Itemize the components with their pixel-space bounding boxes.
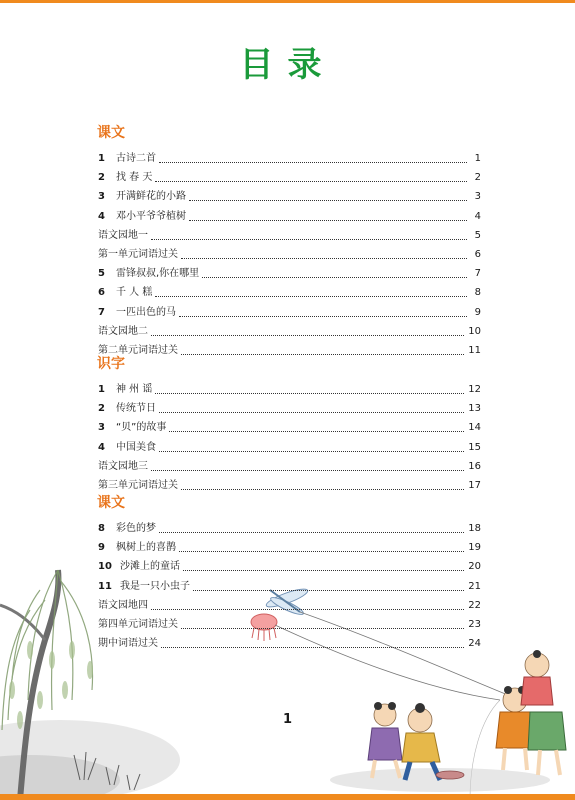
dot-leader (155, 296, 467, 297)
bottom-border (0, 794, 575, 800)
page-title: 目录 (239, 45, 336, 85)
toc-entry[interactable] (98, 455, 481, 474)
dot-leader (193, 590, 464, 591)
toc-entry-label: 我是一只小虫子 (120, 580, 190, 592)
toc-entry-number: 10 (98, 561, 112, 573)
toc-entry-page: 22 (468, 599, 481, 611)
toc-entry-number: 2 (98, 403, 105, 415)
toc-entry-page: 20 (468, 561, 481, 573)
toc-entry-page: 8 (474, 287, 481, 299)
dot-leader (151, 239, 467, 240)
toc-entry-page: 9 (474, 306, 481, 318)
toc-entry-page: 11 (468, 345, 481, 356)
page-number: 1 (282, 712, 293, 727)
toc-entry-page: 21 (468, 580, 481, 592)
toc-entry-label: 第四单元词语过关 (98, 619, 178, 630)
toc-entry-number: 1 (98, 384, 105, 395)
toc-entry[interactable] (98, 436, 481, 455)
toc-entry-page: 14 (468, 422, 481, 434)
toc-entry[interactable] (98, 185, 481, 204)
toc-entry-label: 一匹出色的马 (116, 306, 176, 318)
toc-entry[interactable] (98, 320, 481, 339)
toc-entry-page: 3 (474, 191, 481, 203)
toc-entry[interactable] (98, 147, 481, 166)
toc-entry-page: 10 (468, 325, 481, 337)
toc-entry-page: 4 (474, 210, 481, 222)
dot-leader (159, 532, 464, 533)
toc-entry[interactable] (98, 243, 481, 262)
toc-entry-number: 4 (98, 210, 105, 222)
toc-entry-page: 18 (468, 523, 481, 534)
toc-entry-label: 语文园地四 (98, 599, 148, 611)
toc-entry[interactable] (98, 613, 481, 632)
toc-entry-page: 12 (468, 384, 481, 395)
dot-leader (183, 570, 464, 571)
toc-entry-label: 第二单元词语过关 (98, 345, 178, 356)
toc-entry-label: “贝”的故事 (116, 422, 167, 434)
toc-entry-label: 古诗二首 (116, 153, 156, 164)
toc-entry-page: 16 (468, 460, 481, 472)
toc-entry-label: 神 州 谣 (116, 384, 153, 395)
dot-leader (159, 412, 464, 413)
toc-entry-number: 2 (98, 172, 105, 184)
toc-entry[interactable] (98, 205, 481, 224)
toc-entry-page: 19 (468, 542, 481, 554)
toc-entry-number: 4 (98, 441, 105, 453)
dot-leader (181, 354, 464, 355)
dot-leader (151, 609, 464, 610)
toc-entry-page: 13 (468, 403, 481, 415)
dot-leader (189, 220, 467, 221)
toc-entry-label: 彩色的梦 (116, 523, 156, 534)
toc-entry[interactable] (98, 575, 481, 594)
toc-entry-label: 语文园地一 (98, 229, 148, 241)
toc-entry[interactable] (98, 224, 481, 243)
toc-entry-page: 23 (468, 619, 481, 630)
toc-entry-label: 枫树上的喜鹊 (116, 542, 176, 554)
toc-entry[interactable] (98, 536, 481, 555)
dot-leader (151, 335, 464, 336)
toc-entry[interactable] (98, 378, 481, 397)
toc-entry-number: 7 (98, 306, 105, 318)
toc-entry-label: 第一单元词语过关 (98, 249, 178, 260)
toc-entry[interactable] (98, 594, 481, 613)
toc-entry-label: 邓小平爷爷植树 (116, 210, 186, 222)
toc-entry-page: 24 (468, 638, 481, 650)
toc-entry-number: 5 (98, 268, 105, 280)
dot-leader (169, 431, 464, 432)
toc-entry-label: 语文园地二 (98, 325, 148, 337)
toc-entry-label: 第三单元词语过关 (98, 480, 178, 491)
toc-entry-label: 开满鲜花的小路 (116, 191, 186, 203)
toc-entry-label: 中国美食 (116, 441, 156, 453)
toc-entry[interactable] (98, 281, 481, 300)
toc-entry-label: 雷锋叔叔,你在哪里 (116, 268, 200, 280)
dot-leader (161, 647, 464, 648)
toc-entry-label: 传统节日 (116, 403, 156, 415)
toc-entry-label: 沙滩上的童话 (120, 561, 180, 573)
toc-entry[interactable] (98, 397, 481, 416)
dot-leader (155, 393, 464, 394)
toc-entry-label: 找 春 天 (116, 172, 153, 184)
toc-entry[interactable] (98, 632, 481, 651)
dot-leader (179, 316, 467, 317)
toc-entry-number: 9 (98, 542, 105, 554)
dot-leader (202, 277, 467, 278)
toc-entry-number: 8 (98, 523, 105, 534)
toc-entry-page: 6 (474, 249, 481, 260)
dot-leader (179, 551, 464, 552)
dot-leader (181, 489, 464, 490)
toc-entry-number: 1 (98, 153, 105, 164)
child-top (521, 650, 553, 705)
toc-entry-label: 语文园地三 (98, 460, 148, 472)
toc-entry[interactable] (98, 301, 481, 320)
toc-entry-label: 期中词语过关 (98, 638, 158, 650)
section-title: 识字 (97, 356, 125, 372)
toc-entry-number: 11 (98, 580, 112, 592)
dot-leader (181, 258, 467, 259)
toc-entry[interactable] (98, 339, 481, 358)
section-title: 课文 (97, 495, 125, 511)
dot-leader (155, 181, 467, 182)
toc-entry[interactable] (98, 474, 481, 493)
toc-entry-page: 17 (468, 480, 481, 491)
toc-entry-page: 7 (474, 268, 481, 280)
toc-entry-number: 6 (98, 287, 105, 299)
toc-entry-page: 1 (474, 153, 481, 164)
toc-entry-number: 3 (98, 191, 105, 203)
toc-entry[interactable] (98, 517, 481, 536)
toc-entry-number: 3 (98, 422, 105, 434)
toc-entry[interactable] (98, 416, 481, 435)
dot-leader (181, 628, 464, 629)
dot-leader (159, 162, 467, 163)
dot-leader (189, 200, 467, 201)
toc-entry-page: 2 (474, 172, 481, 184)
dot-leader (159, 451, 464, 452)
toc-entry-label: 千 人 糕 (116, 287, 153, 299)
toc-entry[interactable] (98, 262, 481, 281)
section-title: 课文 (97, 125, 125, 141)
dot-leader (151, 470, 464, 471)
toc-entry[interactable] (98, 166, 481, 185)
toc-entry-page: 5 (474, 229, 481, 241)
toc-entry-page: 15 (468, 441, 481, 453)
toc-entry[interactable] (98, 555, 481, 574)
